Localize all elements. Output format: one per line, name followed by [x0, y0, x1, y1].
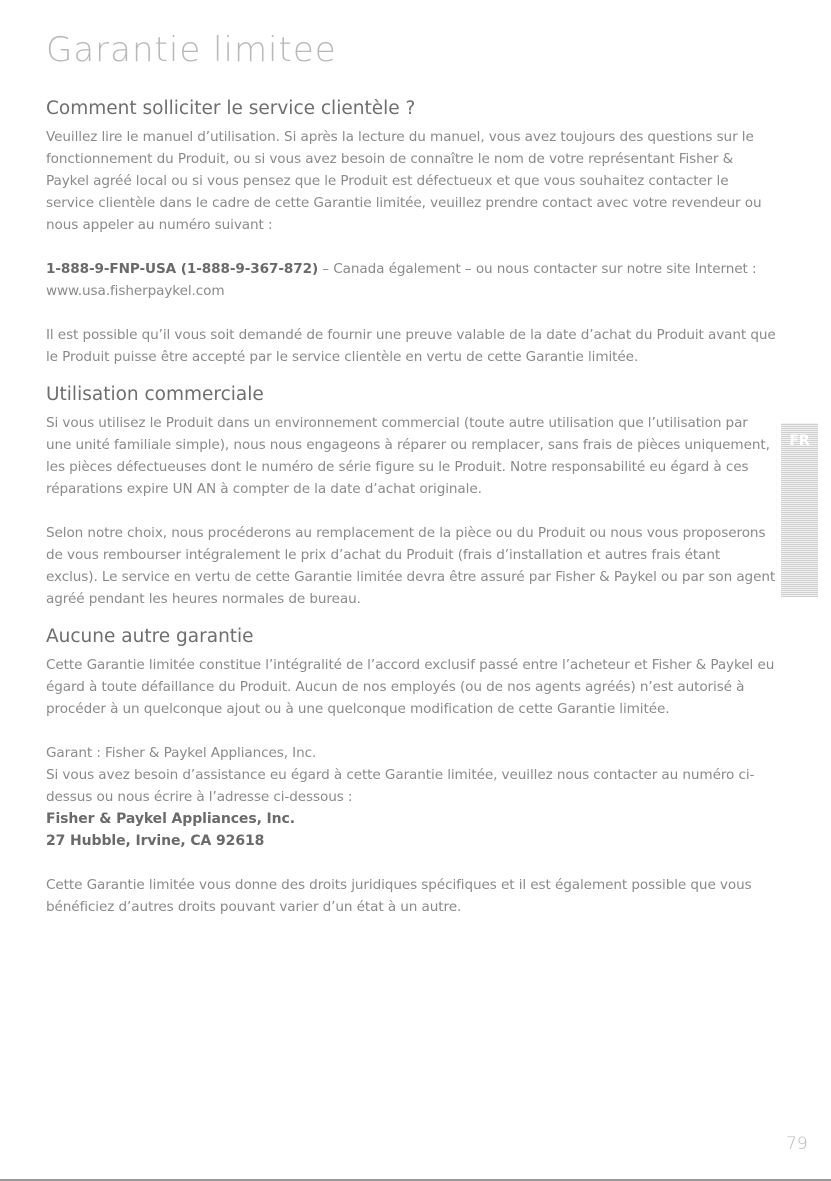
page-number: 79 — [786, 1134, 808, 1154]
no-other-paragraph-2: Si vous avez besoin d’assistance eu égard à cette Garantie limitée, veuillez nous contacter au numéro ci-dessus ou nous écrire à l’adresse ci-dessous : — [46, 767, 755, 805]
section-service — [46, 96, 776, 368]
service-paragraph-1: Veuillez lire le manuel d’utilisation. Si après la lecture du manuel, vous avez toujours des questions sur le fonctionnement du Produit, ou si vous avez besoin de connaître le nom de votre représentant Fisher & Paykel agréé local ou si vous pensez que le Produit est défectueux et que vous souhaitez contacter le service clientèle dans le cadre de cette Garantie limitée, veuillez prendre contact avec votre revendeur ou nous appeler au numéro suivant : — [46, 129, 762, 233]
side-tab-label: FR — [789, 433, 810, 449]
section-no-other-warranty — [46, 624, 776, 918]
phone-number: 1-888-9-FNP-USA (1-888-9-367-872) — [46, 261, 319, 277]
section-heading-service: Comment solliciter le service clientèle ? — [46, 98, 416, 119]
address-line-1: Fisher & Paykel Appliances, Inc. — [46, 811, 295, 827]
no-other-paragraph-1: Cette Garantie limitée constitue l’intégralité de l’accord exclusif passé entre l’acheteur et Fisher & Paykel eu égard à toute défaillance du Produit. Aucun de nos employés (ou de nos agents agréés) n’est autorisé à procéder à un quelconque ajout ou à une quelconque modification de cette Garantie limitée. — [46, 657, 775, 717]
service-paragraph-2: Il est possible qu’il vous soit demandé de fournir une preuve valable de la date d’achat du Produit avant que le Produit puisse être accepté par le service clientèle en vertu de cette Garantie limitée. — [46, 327, 776, 365]
section-commercial — [46, 382, 776, 610]
no-other-paragraph-3: Cette Garantie limitée vous donne des droits juridiques spécifiques et il est également possible que vous bénéficiez d’autres droits pouvant varier d’un état à un autre. — [46, 877, 752, 915]
address-line-2: 27 Hubble, Irvine, CA 92618 — [46, 833, 265, 849]
section-heading-commercial: Utilisation commerciale — [46, 384, 264, 405]
language-side-tab — [781, 423, 818, 597]
main-content — [46, 96, 776, 918]
guarantor-line: Garant : Fisher & Paykel Appliances, Inc. — [46, 745, 317, 761]
page-title: Garantie limitee — [46, 30, 337, 70]
phone-suffix: – Canada également – ou nous contacter sur notre site Internet : www.usa.fisherpaykel.com — [46, 261, 757, 299]
service-contact-paragraph — [46, 258, 776, 302]
commercial-paragraph-2: Selon notre choix, nous procéderons au remplacement de la pièce ou du Produit ou nous vous proposerons de vous rembourser intégralement le prix d’achat du Produit (frais d’installation et autres frais étant exclus). Le service en vertu de cette Garantie limitée devra être assuré par Fisher & Paykel ou par son agent agréé pendant les heures normales de bureau. — [46, 525, 776, 607]
commercial-paragraph-1: Si vous utilisez le Produit dans un environnement commercial (toute autre utilisation que l’utilisation par une unité familiale simple), nous nous engageons à réparer ou remplacer, sans frais de pièces uniquement, les pièces défectueuses dont le numéro de série figure su le Produit. Notre responsabilité eu égard à ces réparations expire UN AN à compter de la date d’achat originale. — [46, 415, 770, 497]
section-heading-no-other: Aucune autre garantie — [46, 626, 254, 647]
